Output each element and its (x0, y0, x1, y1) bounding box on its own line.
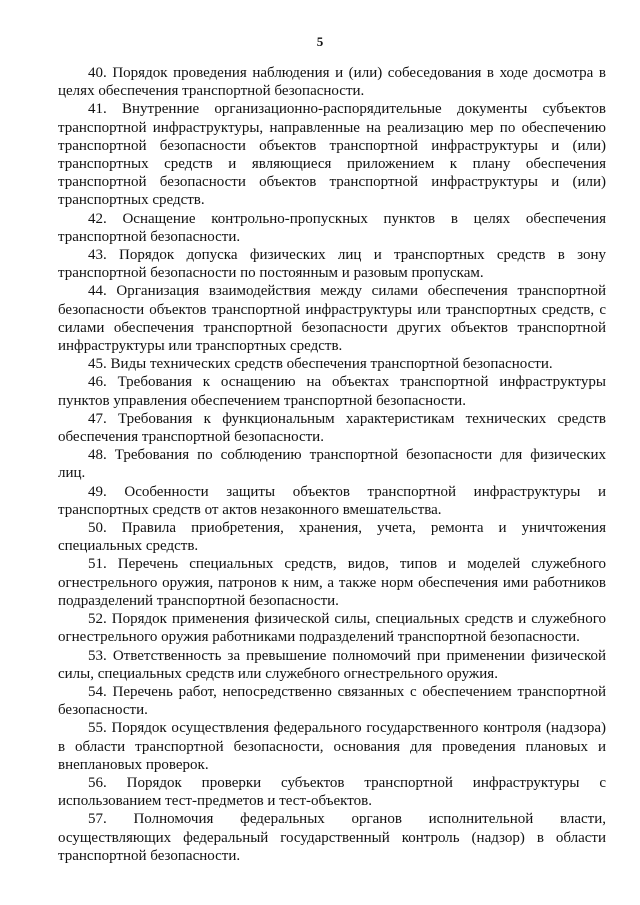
list-item-52: 52. Порядок применения физической силы, специальных средств и служебного огнестрельного оружия работниками подразделений транспортной безопасности. (58, 611, 606, 646)
list-item-41: 41. Внутренние организационно-распорядительные документы субъектов транспортной инфраструктуры, направленные на реализацию мер по обеспечению транспортной безопасности объектов транспортной инфраструктуры и (или) транспортных средств и являющиеся приложением к плану обеспечения транспортной безопасности объектов транспортной инфраструктуры и (или) транспортных средств. (58, 101, 606, 209)
list-item-45: 45. Виды технических средств обеспечения транспортной безопасности. (88, 356, 553, 373)
list-item-56: 56. Порядок проверки субъектов транспортной инфраструктуры с использованием тест-предметов и тест-объектов. (58, 774, 606, 810)
list-item-47: 47. Требования к функциональным характеристикам технических средств обеспечения транспортной безопасности. (58, 410, 606, 446)
list-item-46: 46. Требования к оснащению на объектах транспортной инфраструктуры пунктов управления обеспечением транспортной безопасности. (58, 374, 606, 409)
list-item-54: 54. Перечень работ, непосредственно связанных с обеспечением транспортной безопасности. (58, 683, 606, 719)
list-item-55: 55. Порядок осуществления федерального государственного контроля (надзора) в области транспортной безопасности, основания для проведения плановых и внеплановых проверок. (58, 720, 606, 773)
document-body (58, 64, 606, 865)
list-item-40: 40. Порядок проведения наблюдения и (или) собеседования в ходе досмотра в целях обеспечения транспортной безопасности. (58, 65, 606, 100)
list-item-43: 43. Порядок допуска физических лиц и транспортных средств в зону транспортной безопасности по постоянным и разовым пропускам. (58, 247, 606, 282)
list-item-50: 50. Правила приобретения, хранения, учета, ремонта и уничтожения специальных средств. (58, 520, 606, 555)
list-item-51: 51. Перечень специальных средств, видов, типов и моделей служебного огнестрельного оружия, патронов к ним, а также норм обеспечения ими работников подразделений транспортной безопасности. (58, 556, 606, 609)
list-item-42: 42. Оснащение контрольно-пропускных пунктов в целях обеспечения транспортной безопасности. (58, 210, 606, 245)
list-item-53: 53. Ответственность за превышение полномочий при применении физической силы, специальных средств или служебного огнестрельного оружия. (58, 647, 606, 682)
list-item-48: 48. Требования по соблюдению транспортной безопасности для физических лиц. (58, 447, 606, 482)
page-number: 5 (316, 34, 324, 49)
list-item-44: 44. Организация взаимодействия между силами обеспечения транспортной безопасности объектов транспортной инфраструктуры или транспортных средств, с силами обеспечения транспортной безопасности других объектов транспортной инфраструктуры или транспортных средств. (58, 283, 606, 355)
list-item-57: 57. Полномочия федеральных органов исполнительной власти, осуществляющих федеральный государственный контроль (надзор) в области транспортной безопасности. (58, 811, 606, 864)
list-item-49: 49. Особенности защиты объектов транспортной инфраструктуры и транспортных средств от актов незаконного вмешательства. (58, 483, 606, 518)
